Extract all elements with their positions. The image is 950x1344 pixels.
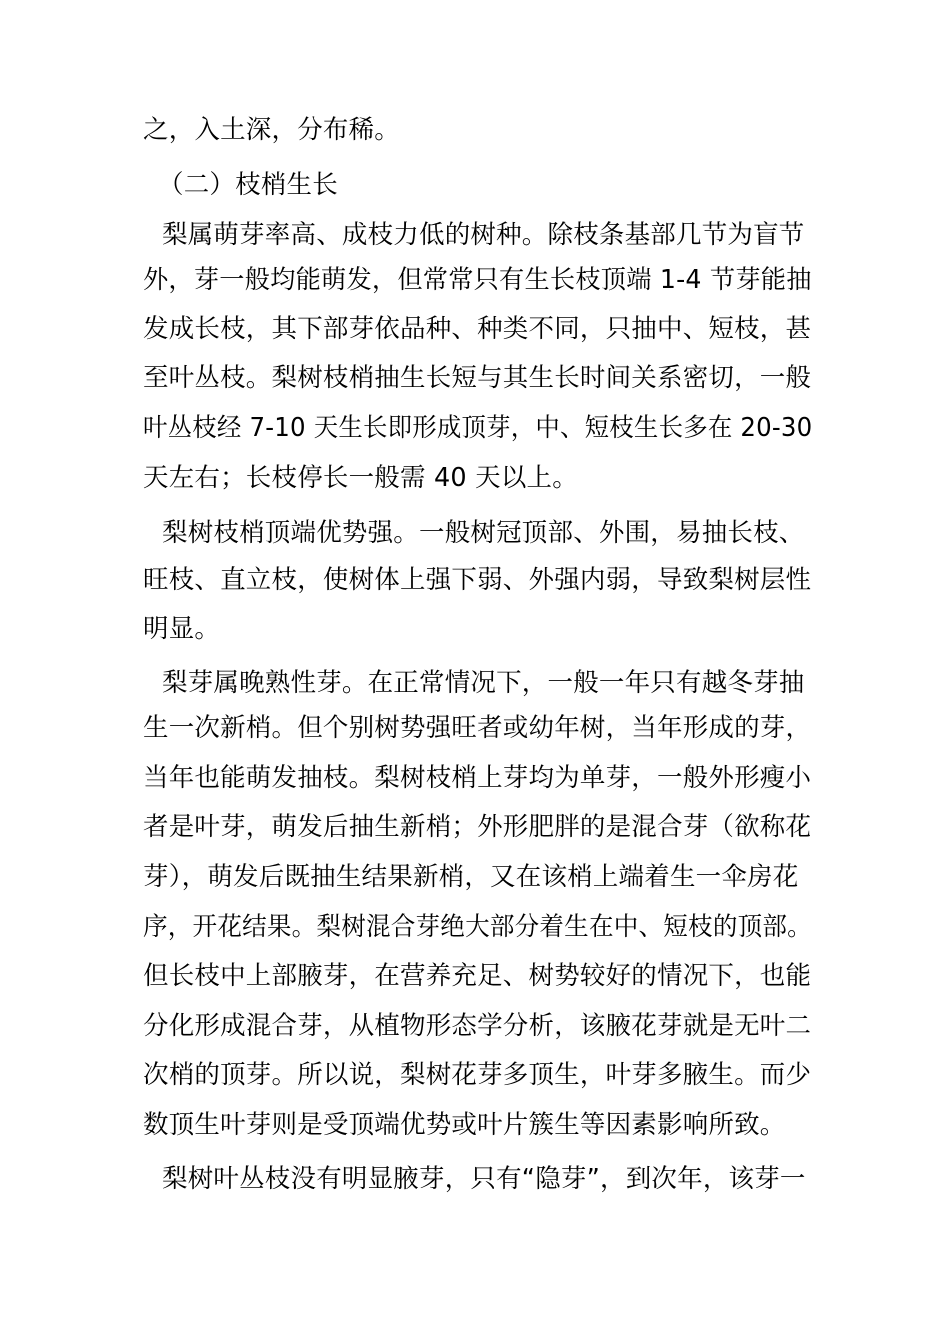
text-line: 梨属萌芽率高、成枝力低的树种。除枝条基部几节为盲节 xyxy=(162,220,805,250)
text-line: 生一次新梢。但个别树势强旺者或幼年树，当年形成的芽， xyxy=(143,713,812,743)
text-line: 者是叶芽，萌发后抽生新梢；外形肥胖的是混合芽（欲称花 xyxy=(143,812,812,842)
text-line: 梨树枝梢顶端优势强。一般树冠顶部、外围，易抽长枝、 xyxy=(162,518,805,548)
text-line: 旺枝、直立枝，使树体上强下弱、外强内弱，导致梨树层性 xyxy=(143,565,812,595)
text-line: 序，开花结果。梨树混合芽绝大部分着生在中、短枝的顶部。 xyxy=(143,912,812,942)
text-line: 梨树叶丛枝没有明显腋芽，只有“隐芽”，到次年，该芽一 xyxy=(162,1164,806,1194)
text-line: 芽），萌发后既抽生结果新梢，又在该梢上端着生一伞房花 xyxy=(143,862,799,892)
text-line: 明显。 xyxy=(143,614,221,644)
text-line: 当年也能萌发抽枝。梨树枝梢上芽均为单芽，一般外形瘦小 xyxy=(143,763,812,793)
text-line: 外，芽一般均能萌发，但常常只有生长枝顶端 1-4 节芽能抽 xyxy=(143,265,812,295)
text-line: 叶丛枝经 7-10 天生长即形成顶芽，中、短枝生长多在 20-30 xyxy=(143,413,813,443)
text-line: 分化形成混合芽，从植物形态学分析，该腋花芽就是无叶二 xyxy=(143,1011,812,1041)
text-line: 但长枝中上部腋芽，在营养充足、树势较好的情况下，也能 xyxy=(143,961,812,991)
text-line: 梨芽属晚熟性芽。在正常情况下，一般一年只有越冬芽抽 xyxy=(162,668,805,698)
section-heading: （二）枝梢生长 xyxy=(158,170,338,200)
text-line: 数顶生叶芽则是受顶端优势或叶片簇生等因素影响所致。 xyxy=(143,1110,786,1140)
text-line: 发成长枝，其下部芽依品种、种类不同，只抽中、短枝，甚 xyxy=(143,314,812,344)
text-line: 至叶丛枝。梨树枝梢抽生长短与其生长时间关系密切，一般 xyxy=(143,363,812,393)
text-line: 天左右；长枝停长一般需 40 天以上。 xyxy=(143,463,578,493)
text-line: 之，入土深，分布稀。 xyxy=(143,115,401,145)
text-line: 次梢的顶芽。所以说，梨树花芽多顶生，叶芽多腋生。而少 xyxy=(143,1060,812,1090)
